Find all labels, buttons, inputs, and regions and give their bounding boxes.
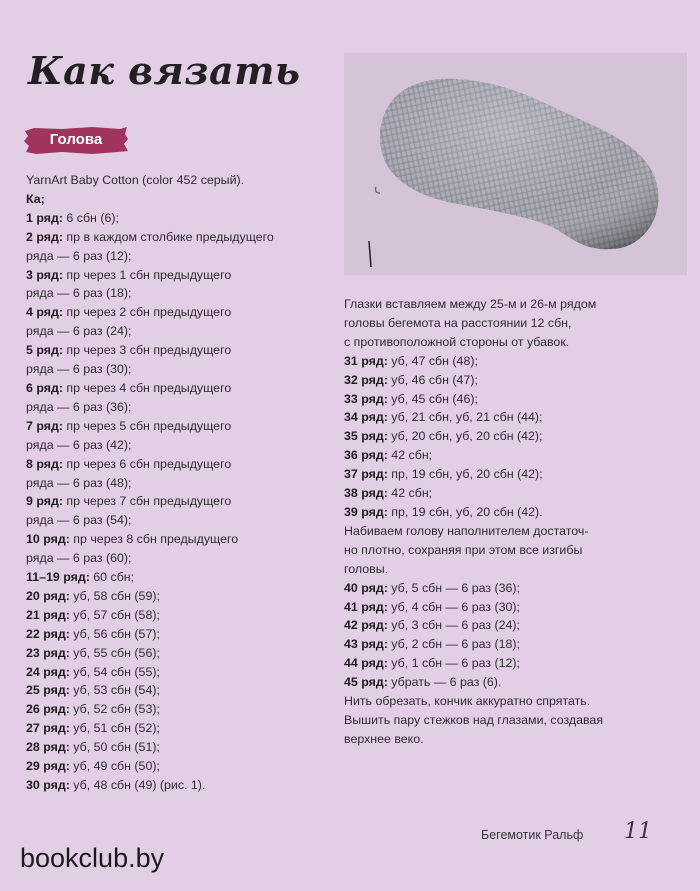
row-label: 8 ряд: (26, 456, 63, 471)
instruction-line (26, 738, 316, 757)
instruction-line (26, 360, 316, 379)
row-text: уб, 48 сбн (49) (рис. 1). (69, 778, 206, 792)
instruction-line (26, 379, 316, 398)
row-text: уб, 57 сбн (58); (69, 607, 160, 622)
instruction-line (26, 681, 316, 700)
row-text: уб, 2 сбн — 6 раз (18); (387, 637, 520, 652)
instruction-line (344, 579, 664, 598)
row-label: 21 ряд: (26, 607, 70, 622)
instruction-line (344, 295, 664, 314)
row-text: пр, 19 сбн, уб, 20 сбн (42); (387, 467, 543, 482)
instruction-line (344, 314, 664, 333)
instruction-line (344, 522, 664, 541)
instruction-line (26, 492, 316, 511)
row-text: уб, 50 сбн (51); (69, 740, 160, 755)
instruction-line (26, 700, 316, 719)
row-label: Ка; (26, 191, 45, 206)
row-text: убрать — 6 раз (6). (387, 675, 502, 690)
row-label: 37 ряд: (344, 467, 388, 482)
instruction-line (26, 398, 316, 417)
row-text: пр через 7 сбн предыдущего (62, 494, 232, 509)
row-label: 24 ряд: (26, 664, 70, 679)
instruction-line (26, 587, 316, 606)
instruction-line (344, 616, 664, 635)
row-text: верхнее веко. (344, 731, 424, 746)
row-label: 34 ряд: (344, 410, 388, 425)
instruction-line (344, 692, 664, 711)
row-text: уб, 54 сбн (55); (69, 664, 160, 679)
row-text: уб, 5 сбн — 6 раз (36); (387, 580, 520, 595)
row-text: уб, 3 сбн — 6 раз (24); (387, 618, 520, 633)
instruction-line (26, 568, 316, 587)
row-text: уб, 20 сбн, уб, 20 сбн (42); (387, 429, 543, 444)
crochet-head-image (344, 53, 687, 275)
row-label: 38 ряд: (344, 486, 388, 501)
instruction-line (344, 560, 664, 579)
row-text: пр через 8 сбн предыдущего (69, 532, 239, 547)
instruction-line (344, 598, 664, 617)
row-text: ряда — 6 раз (36); (26, 399, 132, 414)
row-text: 42 сбн; (387, 448, 433, 463)
row-text: уб, 51 сбн (52); (69, 721, 160, 736)
row-text: головы бегемота на расстоянии 12 сбн, (344, 315, 572, 330)
row-text: уб, 21 сбн, уб, 21 сбн (44); (387, 410, 543, 425)
instruction-line (26, 341, 316, 360)
row-label: 2 ряд: (26, 229, 63, 244)
row-label: 6 ряд: (26, 380, 63, 395)
watermark: bookclub.by (20, 843, 165, 873)
instruction-line (26, 209, 316, 228)
row-text: уб, 45 сбн (46); (387, 391, 478, 406)
row-text: пр через 6 сбн предыдущего (62, 456, 232, 471)
row-text: пр через 3 сбн предыдущего (62, 343, 232, 358)
instruction-line (344, 711, 664, 730)
instruction-line (26, 511, 316, 530)
row-label: 39 ряд: (344, 504, 388, 519)
instruction-line (26, 549, 316, 568)
row-text: пр через 4 сбн предыдущего (62, 380, 232, 395)
row-text: ряда — 6 раз (48); (26, 475, 132, 490)
row-label: 35 ряд: (344, 429, 388, 444)
row-label: 44 ряд: (344, 656, 388, 671)
row-text: пр, 19 сбн, уб, 20 сбн (42). (387, 504, 543, 519)
row-text: ряда — 6 раз (18); (26, 286, 132, 301)
row-label: 3 ряд: (26, 267, 63, 282)
instruction-line (344, 390, 664, 409)
row-text: но плотно, сохраняя при этом все изгибы (344, 542, 583, 557)
row-text: ряда — 6 раз (54); (26, 513, 132, 528)
row-text: уб, 46 сбн (47); (387, 372, 478, 387)
row-label: 25 ряд: (26, 683, 70, 698)
instruction-line (26, 417, 316, 436)
row-text: пр в каждом столбике предыдущего (62, 229, 274, 244)
row-label: 1 ряд: (26, 210, 63, 225)
instruction-line (344, 673, 664, 692)
row-text: Набиваем голову наполнителем достаточ- (344, 523, 589, 538)
instructions-left-column (26, 171, 316, 795)
page-number: 11 (624, 819, 652, 844)
row-text: 42 сбн; (387, 486, 433, 501)
row-label: 33 ряд: (344, 391, 388, 406)
row-label: 7 ряд: (26, 418, 63, 433)
row-text: пр через 1 сбн предыдущего (62, 267, 232, 282)
row-label: 31 ряд: (344, 353, 388, 368)
row-label: 30 ряд: (26, 778, 70, 792)
row-label: 42 ряд: (344, 618, 388, 633)
instruction-line (344, 352, 664, 371)
section-tag (22, 125, 130, 155)
row-text: Нить обрезать, кончик аккуратно спрятать. (344, 694, 591, 709)
instruction-line (26, 663, 316, 682)
row-label: 9 ряд: (26, 494, 63, 509)
row-label: 26 ряд: (26, 702, 70, 717)
section-tag-label: Голова (49, 131, 103, 148)
instruction-line (26, 776, 316, 795)
instruction-line (26, 266, 316, 285)
instruction-line (26, 455, 316, 474)
footer-title: Бегемотик Ральф (481, 828, 584, 842)
row-label: 40 ряд: (344, 580, 388, 595)
row-label: 32 ряд: (344, 372, 388, 387)
row-label: 41 ряд: (344, 599, 388, 614)
row-text: Глазки вставляем между 25-м и 26-м рядом (344, 297, 597, 311)
row-text: уб, 53 сбн (54); (69, 683, 160, 698)
instruction-line (26, 228, 316, 247)
row-label: 10 ряд: (26, 532, 70, 547)
row-text: уб, 47 сбн (48); (387, 353, 478, 368)
row-label: 20 ряд: (26, 588, 70, 603)
row-label: 43 ряд: (344, 637, 388, 652)
instruction-line (344, 730, 664, 749)
instructions-right-column (344, 295, 664, 749)
instruction-line (26, 171, 316, 190)
row-text: уб, 4 сбн — 6 раз (30); (387, 599, 520, 614)
row-text: уб, 52 сбн (53); (69, 702, 160, 717)
instruction-line (26, 719, 316, 738)
instruction-line (26, 303, 316, 322)
instruction-line (26, 625, 316, 644)
row-label: 22 ряд: (26, 626, 70, 641)
row-label: 36 ряд: (344, 448, 388, 463)
instruction-line (344, 371, 664, 390)
row-text: ряда — 6 раз (24); (26, 324, 132, 339)
instruction-line (344, 503, 664, 522)
instruction-line (344, 654, 664, 673)
row-text: Вышить пару стежков над глазами, создавая (344, 712, 604, 727)
instruction-line (344, 465, 664, 484)
instruction-line (344, 484, 664, 503)
row-text: ряда — 6 раз (42); (26, 437, 132, 452)
row-text: уб, 49 сбн (50); (69, 759, 160, 774)
row-text: с противоположной стороны от убавок. (344, 334, 570, 349)
instruction-line (344, 333, 664, 352)
row-text: уб, 56 сбн (57); (69, 626, 160, 641)
row-text: пр через 2 сбн предыдущего (62, 305, 232, 320)
instruction-line (26, 530, 316, 549)
row-text: 6 сбн (6); (62, 210, 119, 225)
instruction-line (26, 190, 316, 209)
instruction-line (344, 635, 664, 654)
row-text: головы. (344, 561, 389, 576)
row-text: уб, 55 сбн (56); (69, 645, 160, 660)
instruction-line (26, 757, 316, 776)
row-label: 28 ряд: (26, 740, 70, 755)
row-text: уб, 58 сбн (59); (69, 588, 160, 603)
row-label: 4 ряд: (26, 305, 63, 320)
instruction-line (26, 322, 316, 341)
row-text: YarnArt Baby Cotton (color 452 серый). (26, 173, 245, 187)
row-text: пр через 5 сбн предыдущего (62, 418, 232, 433)
instruction-line (26, 474, 316, 493)
instruction-line (26, 247, 316, 266)
knitted-head-photo (344, 53, 687, 275)
row-text: уб, 1 сбн — 6 раз (12); (387, 656, 520, 671)
row-label: 45 ряд: (344, 675, 388, 690)
page-title: Как вязать (28, 48, 301, 93)
instruction-line (344, 427, 664, 446)
instruction-line (26, 436, 316, 455)
row-label: 23 ряд: (26, 645, 70, 660)
row-text: ряда — 6 раз (12); (26, 248, 132, 263)
row-label: 27 ряд: (26, 721, 70, 736)
instruction-line (344, 541, 664, 560)
row-text: ряда — 6 раз (60); (26, 551, 132, 566)
row-label: 11–19 ряд: (26, 570, 90, 585)
instruction-line (344, 446, 664, 465)
instruction-line (26, 284, 316, 303)
row-label: 5 ряд: (26, 343, 63, 358)
instruction-line (344, 408, 664, 427)
instruction-line (26, 606, 316, 625)
row-label: 29 ряд: (26, 759, 70, 774)
row-text: 60 сбн; (89, 570, 135, 585)
row-text: ряда — 6 раз (30); (26, 362, 132, 377)
instruction-line (26, 644, 316, 663)
